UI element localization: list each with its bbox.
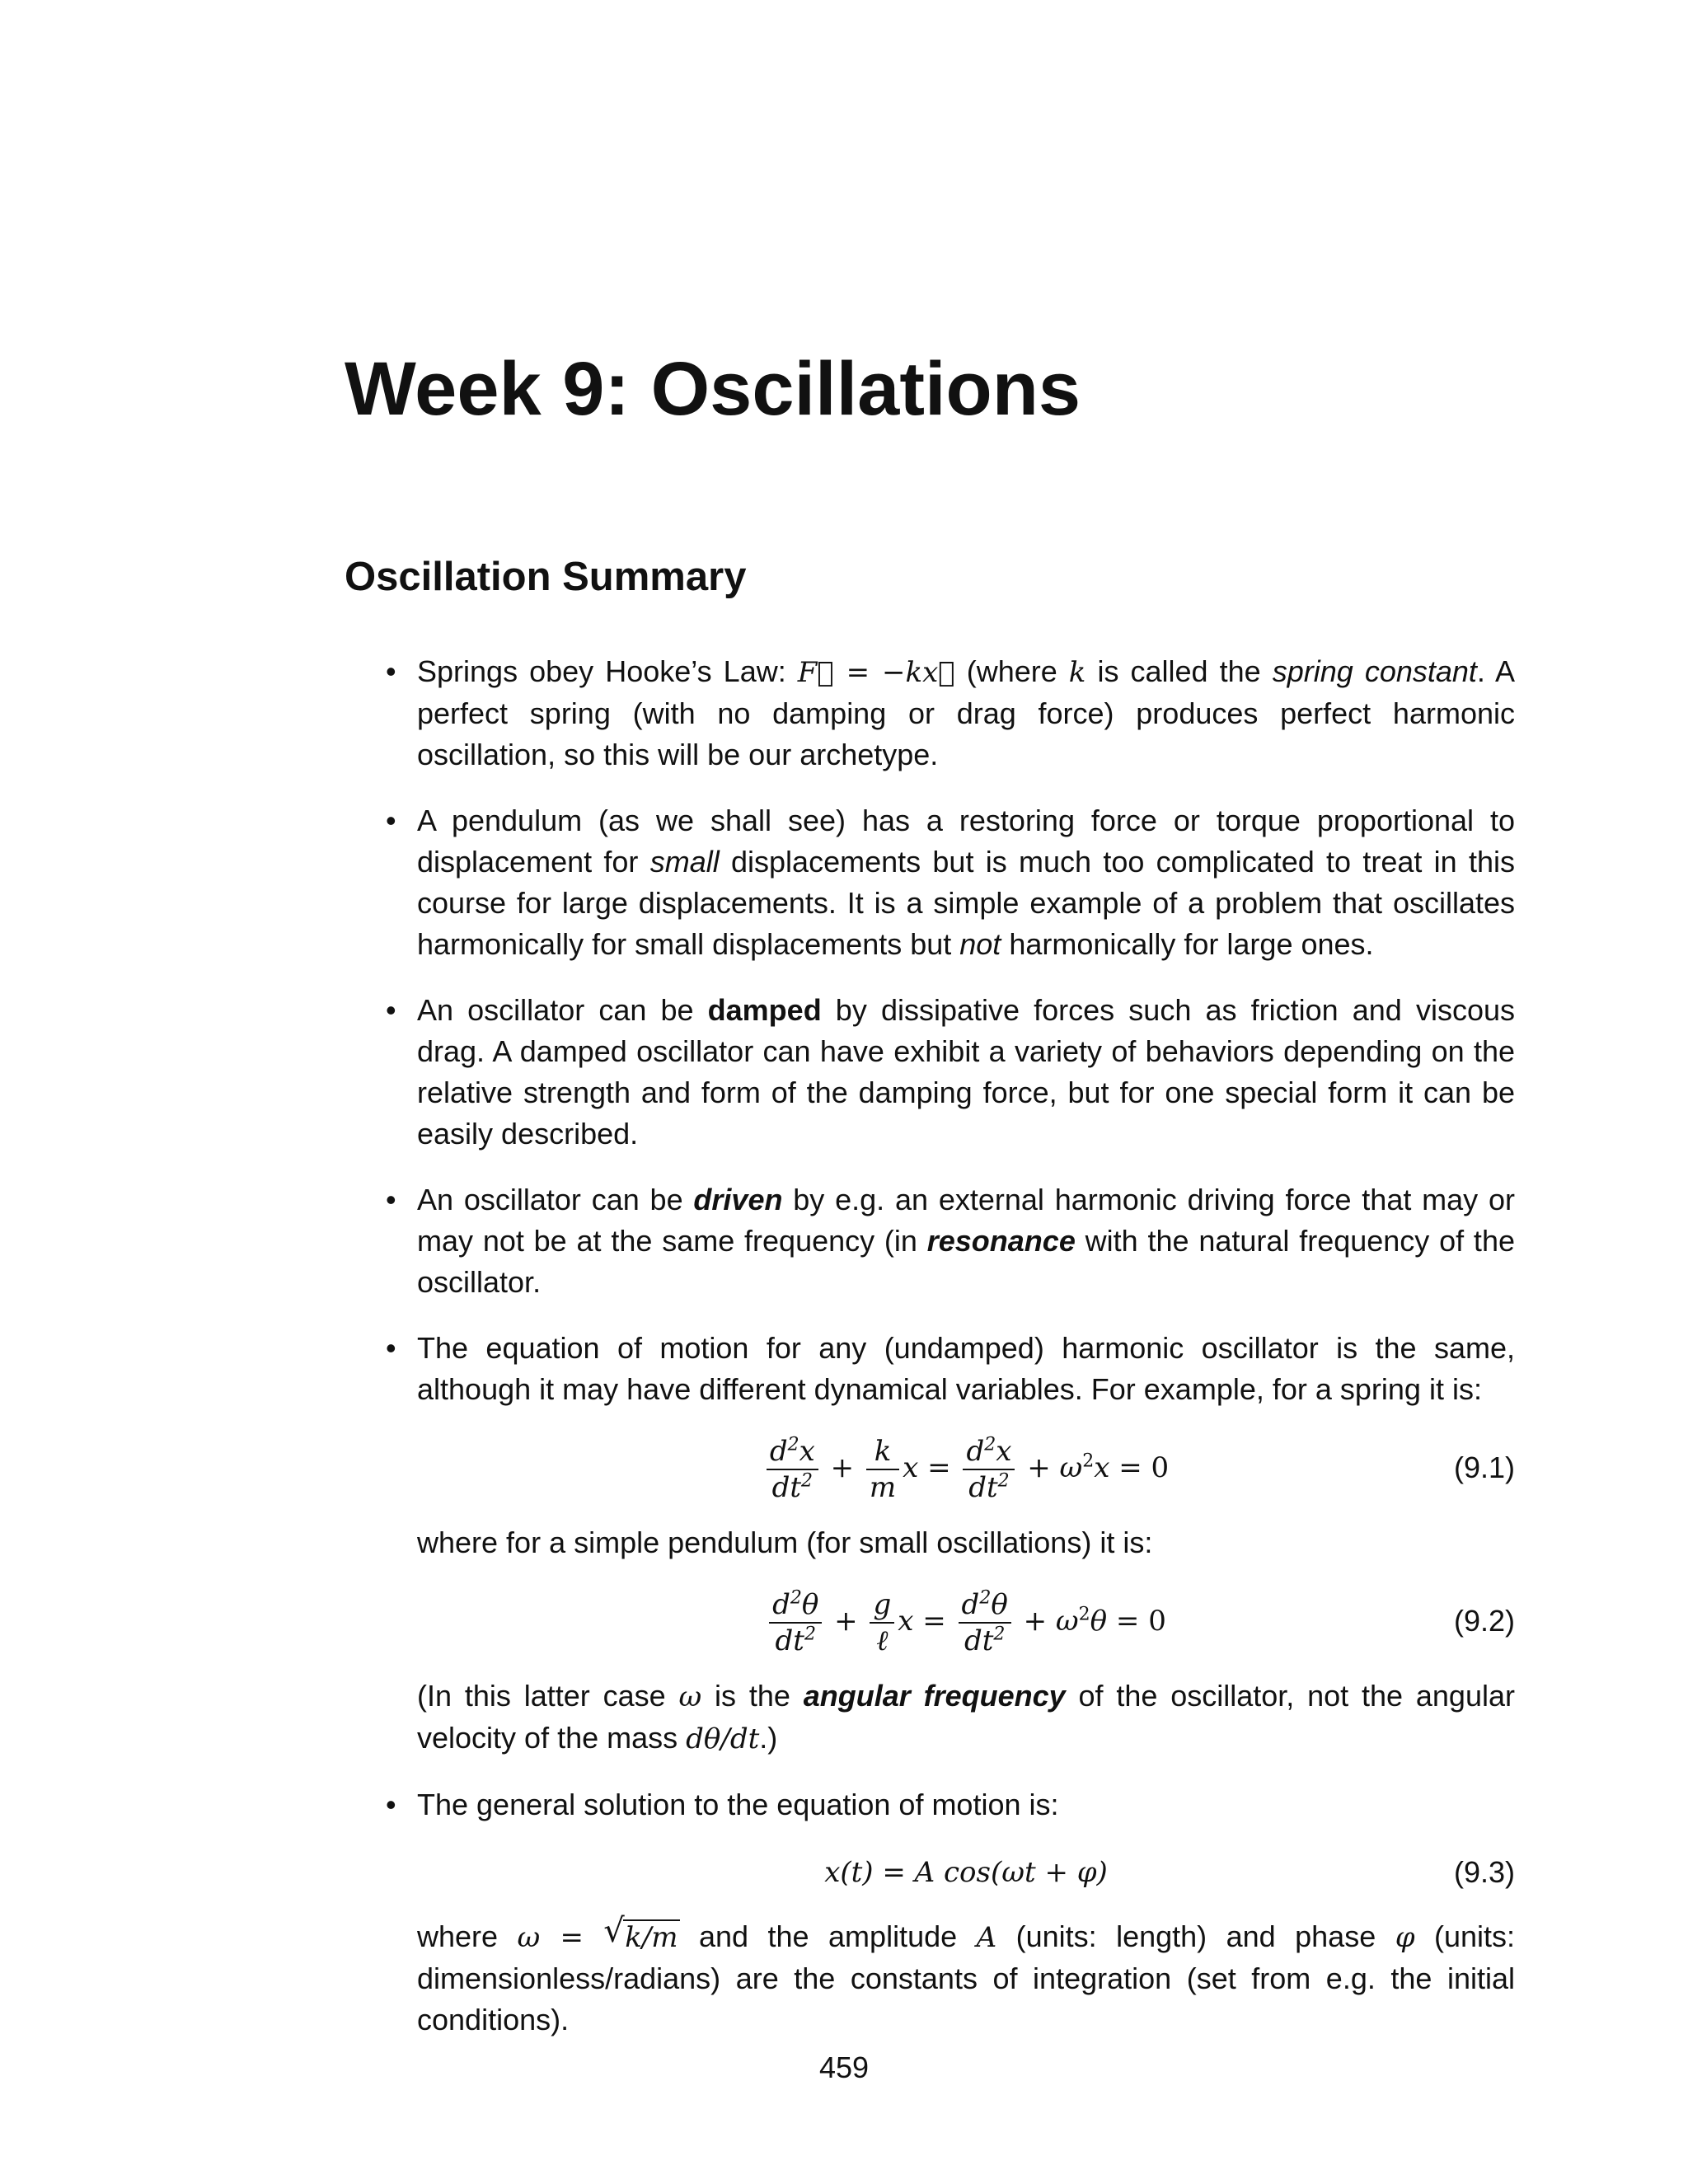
sqrt-k-over-m: √ k/m xyxy=(603,1912,678,1954)
equation-body: $\frac{d^2\theta}{dt^2}$ + $\frac{g}{\text{ℓ}}$ x = $\frac{d^2\theta}{dt^2}$ + $\omega^2\theta = 0$ xyxy=(417,1575,1515,1667)
eom-note xyxy=(417,1675,1515,1760)
term-damped: damped xyxy=(707,993,822,1027)
math-phi: φ xyxy=(1395,1921,1415,1954)
text: (In this latter case xyxy=(417,1679,679,1713)
page-number: 459 xyxy=(818,2050,870,2084)
term-driven: driven xyxy=(693,1183,783,1216)
bullet-driven xyxy=(345,1179,1515,1303)
text: is the xyxy=(701,1679,804,1713)
equation-9-3 xyxy=(417,1837,1515,1908)
text: An oscillator can be xyxy=(417,1183,694,1216)
text: An oscillator can be xyxy=(417,993,708,1027)
bullet-hooke xyxy=(345,651,1515,776)
text: by e.g. an external harmonic driving force that may or may not be at the same frequency (in xyxy=(417,1183,1515,1258)
bullet-equation-of-motion xyxy=(345,1328,1515,1760)
text: A pendulum (as we shall see) has a restoring force or torque proportional to displacement for xyxy=(417,804,1515,879)
text: (units: length) and phase xyxy=(996,1919,1395,1953)
term-resonance: resonance xyxy=(926,1224,1076,1258)
equation-9-1 xyxy=(417,1422,1515,1514)
bullet-pendulum xyxy=(345,800,1515,965)
math-omega-eq: ω = xyxy=(517,1921,604,1954)
text: . A perfect spring (with no damping or drag force) produces perfect harmonic oscillation, so this will be our archetype. xyxy=(417,654,1515,771)
text: is called the xyxy=(1085,654,1273,688)
chapter-title: Week 9: Oscillations xyxy=(345,347,1081,431)
emph-small: small xyxy=(649,845,720,879)
text: and the amplitude xyxy=(679,1919,977,1953)
equation-number: (9.2) xyxy=(1453,1604,1515,1638)
text: harmonically for large ones. xyxy=(1001,927,1374,961)
text: with the natural frequency of the oscillator. xyxy=(417,1224,1515,1299)
text: The general solution to the equation of motion is: xyxy=(417,1788,1059,1821)
text: displacements but is much too complicated to treat in this course for large displacements. It is a simple example of a problem that oscillates harmonically for small displacements but xyxy=(417,845,1515,961)
equation-body: $\frac{d^2x}{dt^2}$ + $\frac{k}{m}$ x = $\frac{d^2x}{dt^2}$ + $\omega^2x = 0$ xyxy=(417,1422,1515,1514)
solution-note xyxy=(417,1912,1515,2041)
text: (units: dimensionless/radians) are the constants of integration (set from e.g. the initial conditions). xyxy=(417,1919,1515,2036)
equation-9-2 xyxy=(417,1575,1515,1667)
term-angular-frequency: angular frequency xyxy=(803,1679,1066,1713)
text: .) xyxy=(759,1721,778,1755)
math-omega: ω xyxy=(678,1680,702,1713)
equation-number: (9.3) xyxy=(1453,1855,1515,1889)
bullet-damped xyxy=(345,990,1515,1155)
summary-content xyxy=(345,651,1515,2065)
summary-list xyxy=(345,651,1515,2041)
hooke-law-math: F⃗ = −kx⃗ xyxy=(797,656,955,689)
bullet-general-solution xyxy=(345,1784,1515,2041)
text: Springs obey Hooke’s Law: xyxy=(417,654,798,688)
text: of the oscillator, not the angular velocity of the mass xyxy=(417,1679,1515,1755)
term-spring-constant: spring constant xyxy=(1272,654,1477,688)
math-A: A xyxy=(976,1921,997,1954)
emph-not: not xyxy=(959,927,1001,961)
math-dtheta-dt: dθ/dt xyxy=(686,1722,760,1755)
math-k: k xyxy=(1068,656,1086,689)
text: by dissipative forces such as friction and viscous drag. A damped oscillator can have exhibit a variety of behaviors depending on the relative strength and form of the damping force, but for one special form it can be easily described. xyxy=(417,993,1515,1151)
text: The equation of motion for any (undamped) harmonic oscillator is the same, although it may have different dynamical variables. For example, for a spring it is: xyxy=(417,1331,1515,1406)
text: (where xyxy=(954,654,1069,688)
equation-number: (9.1) xyxy=(1453,1451,1515,1484)
text: where for a simple pendulum (for small oscillations) it is: xyxy=(417,1526,1153,1559)
text: where xyxy=(417,1919,518,1953)
section-title: Oscillation Summary xyxy=(345,555,747,599)
equation-body: x(t) = A cos(ωt + φ) xyxy=(824,1856,1108,1889)
